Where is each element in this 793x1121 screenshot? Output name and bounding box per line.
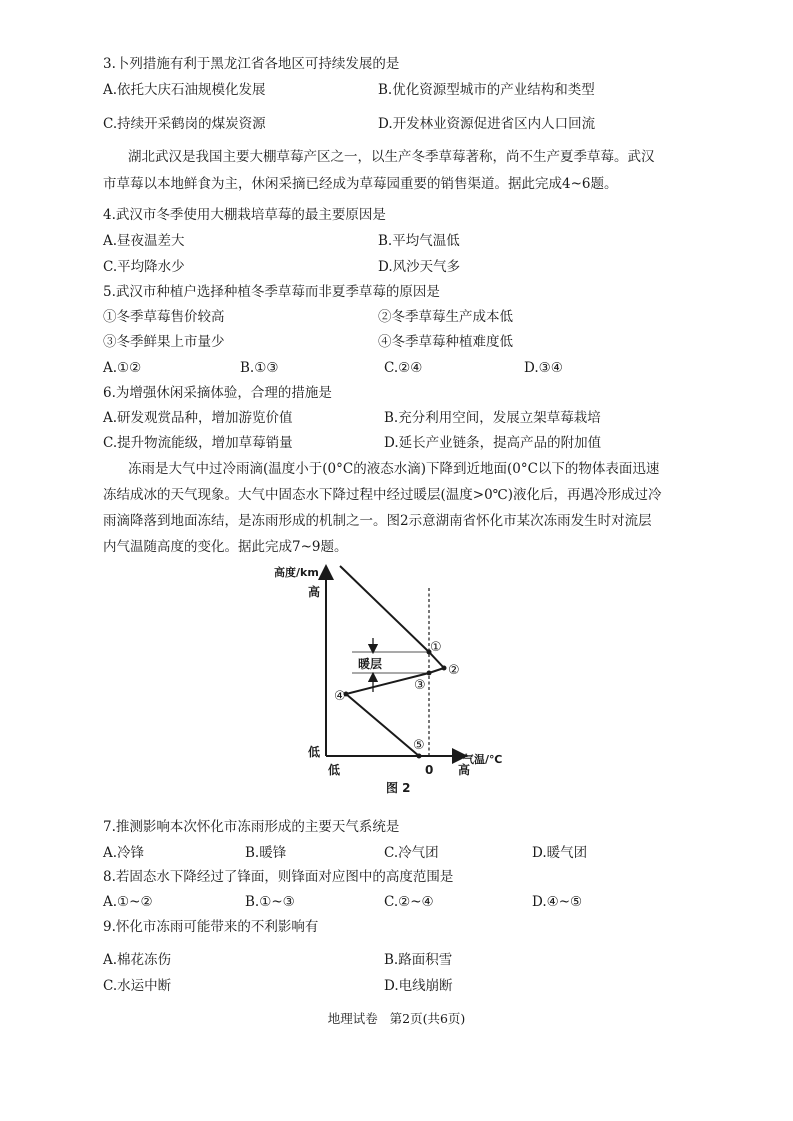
q6-option-d: D.延长产业链条，提高产品的附加值 — [384, 435, 602, 451]
q6-option-a: A.研发观赏品种，增加游览价值 — [103, 410, 293, 426]
q6-option-b: B.充分利用空间，发展立架草莓栽培 — [384, 410, 601, 426]
q5-option-b: B.①③ — [240, 360, 279, 376]
q5-statement-4: ④冬季草莓种植难度低 — [378, 334, 513, 350]
q3-option-d: D.开发林业资源促进省区内人口回流 — [378, 116, 596, 132]
q5-option-d: D.③④ — [524, 360, 563, 376]
point-4-label: ④ — [334, 689, 346, 704]
point-2-marker — [442, 666, 447, 671]
passage1-line2: 市草莓以本地鲜食为主，休闲采摘已经成为草莓园重要的销售渠道。据此完成4~6题。 — [103, 176, 618, 192]
q7-option-c: C.冷气团 — [384, 845, 439, 861]
q4-option-a: A.昼夜温差大 — [103, 233, 185, 249]
y-axis-label: 高度/km — [274, 566, 319, 579]
q9-option-d: D.电线崩断 — [384, 978, 453, 994]
q5-option-a: A.①② — [103, 360, 142, 376]
point-5-label: ⑤ — [413, 738, 425, 753]
q4-stem: 4.武汉市冬季使用大棚栽培草莓的最主要原因是 — [103, 207, 386, 223]
q5-statement-2: ②冬季草莓生产成本低 — [378, 309, 513, 325]
point-3-marker — [427, 671, 432, 676]
figure-caption: 图 2 — [386, 781, 411, 795]
passage1-line1: 湖北武汉是我国主要大棚草莓产区之一，以生产冬季草莓著称，尚不生产夏季草莓。武汉 — [128, 149, 655, 165]
x-high-label: 高 — [458, 763, 471, 777]
q6-option-c: C.提升物流能级，增加草莓销量 — [103, 435, 293, 451]
passage2-line3: 雨滴降落到地面冻结，是冻雨形成的机制之一。图2示意湖南省怀化市某次冻雨发生时对流层 — [103, 513, 652, 529]
q8-option-a: A.①~② — [103, 894, 153, 910]
q9-option-a: A.棉花冻伤 — [103, 952, 172, 968]
q3-option-a: A.依托大庆石油规模化发展 — [103, 82, 266, 98]
q3-option-b: B.优化资源型城市的产业结构和类型 — [378, 82, 595, 98]
q7-option-d: D.暖气团 — [532, 845, 588, 861]
page-footer: 地理试卷 第2页(共6页) — [327, 1011, 466, 1026]
y-low-label: 低 — [308, 745, 321, 759]
q5-stem: 5.武汉市种植户选择种植冬季草莓而非夏季草莓的原因是 — [103, 284, 440, 300]
q8-option-d: D.④~⑤ — [532, 894, 583, 910]
q9-option-b: B.路面积雪 — [384, 952, 453, 968]
q3-stem: 3.卜列措施有利于黑龙江省各地区可持续发展的是 — [103, 56, 400, 72]
point-1-label: ① — [430, 640, 442, 655]
point-2-label: ② — [448, 663, 460, 678]
x-zero-label: 0 — [425, 763, 434, 777]
q7-stem: 7.推测影响本次怀化市冻雨形成的主要天气系统是 — [103, 819, 400, 835]
q4-option-b: B.平均气温低 — [378, 233, 460, 249]
q5-option-c: C.②④ — [384, 360, 423, 376]
q5-statement-3: ③冬季鲜果上市量少 — [103, 334, 225, 350]
q8-stem: 8.若固态水下降经过了锋面，则锋面对应图中的高度范围是 — [103, 869, 454, 885]
q5-statement-1: ①冬季草莓售价较高 — [103, 309, 225, 325]
warm-layer-label: 暖层 — [358, 657, 383, 671]
q9-option-c: C.水运中断 — [103, 978, 172, 994]
q4-option-d: D.风沙天气多 — [378, 259, 461, 275]
q8-option-c: C.②~④ — [384, 894, 434, 910]
q6-stem: 6.为增强休闲采摘体验，合理的措施是 — [103, 385, 332, 401]
passage2-line4: 内气温随高度的变化。据此完成7~9题。 — [103, 539, 348, 555]
q8-option-b: B.①~③ — [245, 894, 295, 910]
q7-option-b: B.暖锋 — [245, 845, 287, 861]
x-axis-label: 气温/℃ — [463, 753, 503, 766]
q4-option-c: C.平均降水少 — [103, 259, 185, 275]
x-low-label: 低 — [328, 763, 341, 777]
q7-option-a: A.冷锋 — [103, 845, 145, 861]
q3-option-c: C.持续开采鹤岗的煤炭资源 — [103, 116, 266, 132]
point-3-label: ③ — [414, 678, 426, 693]
point-5-marker — [417, 754, 422, 759]
q9-stem: 9.怀化市冻雨可能带来的不利影响有 — [103, 919, 319, 935]
figure-2-temperature-height-diagram — [268, 552, 508, 798]
y-high-label: 高 — [308, 585, 321, 599]
passage2-line1: 冻雨是大气中过冷雨滴(温度小于(0°C的液态水滴)下降到近地面(0°C以下的物体表面迅速 — [128, 461, 660, 477]
passage2-line2: 冻结成冰的天气现象。大气中固态水下降过程中经过暖层(温度>0℃)液化后，再遇冷形成过冷 — [103, 487, 662, 503]
